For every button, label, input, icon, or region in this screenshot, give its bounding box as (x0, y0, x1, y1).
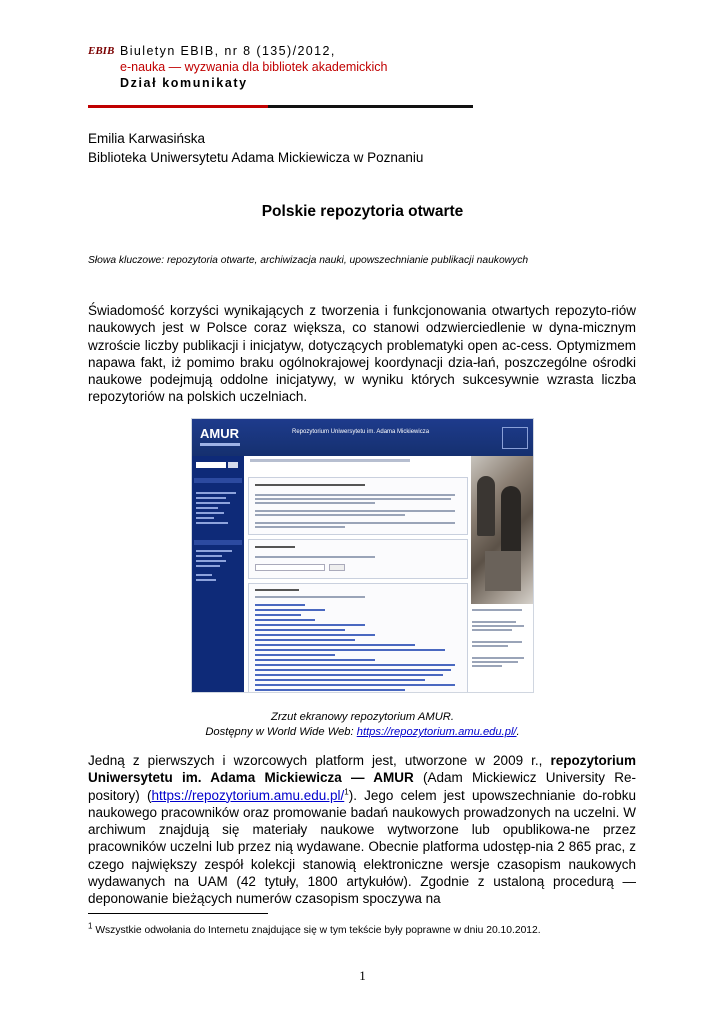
uam-badge-icon (502, 427, 528, 449)
sidebar-link (196, 574, 212, 576)
screenshot-search-box (248, 539, 468, 579)
screenshot-right-column (472, 607, 532, 687)
article-title: Polskie repozytoria otwarte (261, 203, 464, 220)
screenshot-search-button (228, 462, 238, 468)
author-block (88, 129, 423, 167)
screenshot-main (248, 467, 468, 693)
footnote: $^1$ Wszystkie odwołania do Internetu znajdujące się w tym tekście były poprawne w dniu 20.10.2012. (88, 921, 541, 936)
paragraph-amur: Jedną z pierwszych i wzorcowych platform jest, utworzone w 2009 r., repozytorium Uniwersytetu im. Adama Mickiewicza — AMUR (Adam Mickiewicz University Re-pository) (https://repozytorium.amu.edu.pl/$^1$). Jego celem jest upowszechnianie do-robku naukowego pracowników oraz promowanie badań naukowych prowadzonych na uczelni. W archiwum znajdują się materiały naukowe wytworzone lub opublikowa-ne przez pracowników uczelni lub przez nią wydawane. Obecnie platforma udostęp-nia 2 865 prac, z czego największy zespół kolekcji stanowią elektroniczne wersje czasopism naukowych wydawanych na UAM (42 tytuły, 1800 artykułów). Zgodnie z ustaloną procedurą — deponowanie bieżących numerów czasopism spoczywa na (88, 753, 636, 907)
sidebar-link (196, 492, 236, 494)
sidebar-link (196, 555, 222, 557)
header-issue-theme: e-nauka — wyzwania dla bibliotek akademickich (120, 60, 388, 74)
page-number: 1 (359, 968, 366, 983)
author-name: Emilia Karwasińska (88, 131, 206, 146)
sidebar-link (196, 565, 220, 567)
screenshot-people-photo (471, 456, 534, 604)
figure-source-link[interactable]: https://repozytorium.amu.edu.pl/ (356, 726, 517, 738)
sidebar-link (196, 512, 224, 514)
sidebar-heading (194, 540, 242, 545)
screenshot-sidebar (192, 456, 244, 693)
footnote-rule (88, 913, 268, 914)
sidebar-heading (194, 478, 242, 483)
amur-logo: AMUR (200, 426, 239, 441)
header-section: Dział komunikaty (120, 76, 248, 90)
amur-name: repozytorium Uniwersytetu im. Adama Mickiewicza — AMUR (88, 753, 636, 786)
screenshot-topbar (192, 419, 534, 456)
ebib-logo: EBIB (88, 45, 115, 57)
sidebar-link (196, 517, 214, 519)
screenshot-intro-box (248, 477, 468, 535)
footnote-ref[interactable]: 1 (344, 787, 349, 797)
figure-source: Dostępny w World Wide Web: https://repozytorium.amu.edu.pl/. (205, 726, 520, 738)
screenshot-site-name: Repozytorium Uniwersytetu im. Adama Mickiewicza (292, 429, 430, 435)
sidebar-link (196, 560, 226, 562)
sidebar-link (196, 522, 228, 524)
sidebar-link (196, 579, 216, 581)
header-rule-black (268, 105, 473, 108)
amur-link[interactable]: https://repozytorium.amu.edu.pl/ (151, 787, 345, 803)
header-rule-red (88, 105, 268, 108)
sidebar-link (196, 507, 218, 509)
sidebar-link (196, 502, 230, 504)
amur-logo-underline (200, 443, 240, 446)
keywords: Słowa kluczowe: repozytoria otwarte, archiwizacja nauki, upowszechnianie publikacji naukowych (88, 255, 529, 266)
running-header (120, 43, 388, 91)
sidebar-link (196, 550, 232, 552)
figure-caption: Zrzut ekranowy repozytorium AMUR. (271, 711, 454, 723)
amur-screenshot (191, 418, 534, 693)
screenshot-breadcrumb (250, 459, 410, 462)
author-affiliation: Biblioteka Uniwersytetu Adama Mickiewicza w Poznaniu (88, 150, 424, 165)
screenshot-search-field (196, 462, 226, 468)
header-journal: Biuletyn EBIB, nr 8 (135)/2012, (120, 44, 336, 58)
paragraph-intro: Świadomość korzyści wynikających z tworzenia i funkcjonowania otwartych repozyto-riów naukowych jest w Polsce coraz większa, co stanowi odzwierciedlenie w dyna-micznym wzroście liczby publikacji i inicjatyw, dotyczących problematyki open ac-cess. Optymizmem napawa fakt, iż pomimo braku ogólnokrajowej koordynacji dzia-łań, poszczególne ośrodki naukowe podejmują oddolne inicjatywy, w wyniku których sukcesywnie wzrasta liczba repozytoriów na polskich uczelniach. (88, 303, 636, 405)
screenshot-collections-box (248, 583, 468, 693)
sidebar-link (196, 497, 226, 499)
